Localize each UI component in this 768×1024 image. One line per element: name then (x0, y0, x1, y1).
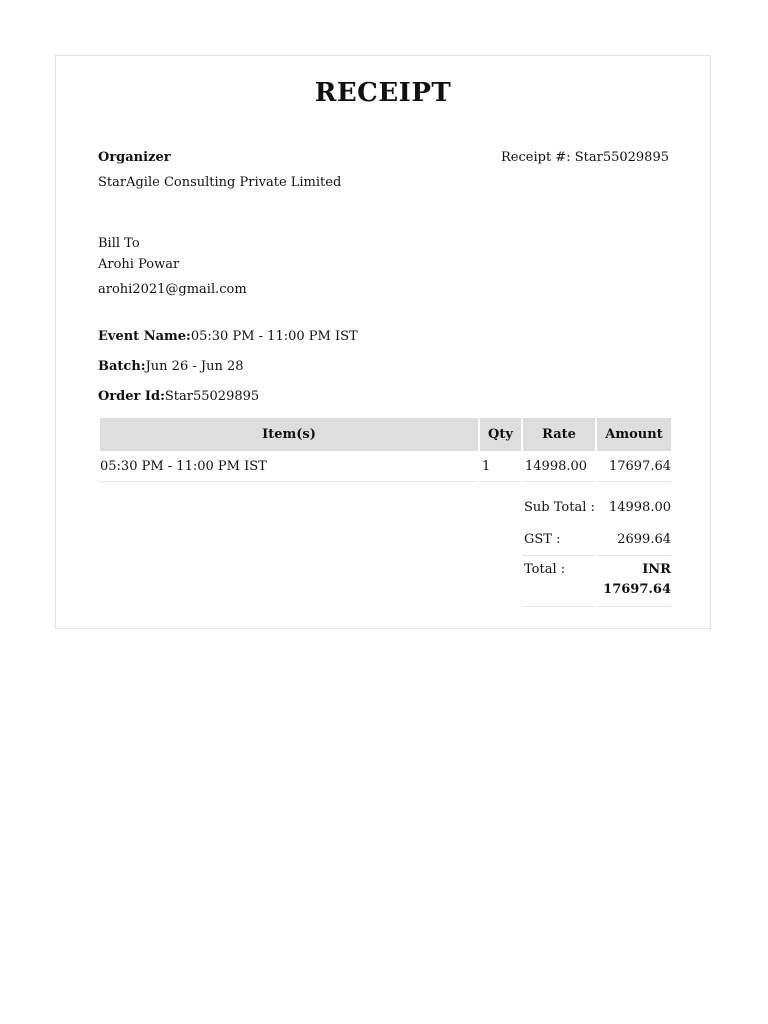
header-items: Item(s) (100, 418, 478, 451)
sub-total-label: Sub Total : (524, 500, 595, 515)
bill-to-label: Bill To (98, 236, 140, 251)
items-table (98, 418, 673, 482)
receipt-title: RECEIPT (314, 78, 452, 108)
total-amount: 17697.64 (603, 582, 671, 597)
batch-label: Batch: (98, 359, 146, 374)
sub-total-row (522, 492, 671, 523)
total-value (597, 556, 671, 607)
total-label: Total : (522, 556, 595, 607)
event-name-label: Event Name: (98, 329, 191, 344)
gst-row (522, 523, 671, 556)
row-rate: 14998.00 (523, 451, 595, 482)
total-currency: INR (642, 562, 671, 577)
header-amount: Amount (597, 418, 671, 451)
table-header-row (100, 418, 671, 451)
event-name-line (98, 329, 358, 344)
sub-total-value: 14998.00 (608, 500, 671, 515)
row-qty: 1 (480, 451, 521, 482)
event-name-value: 05:30 PM - 11:00 PM IST (190, 329, 358, 344)
table-row (100, 451, 671, 482)
receipt-page (55, 55, 711, 629)
organizer-label: Organizer (98, 150, 171, 165)
header-rate: Rate (523, 418, 595, 451)
receipt-number (501, 150, 669, 165)
row-amount: 17697.64 (597, 451, 671, 482)
gst-label: GST : (522, 523, 595, 556)
receipt-number-label: Receipt #: (501, 150, 571, 165)
customer-name: Arohi Powar (98, 257, 180, 272)
customer-email: arohi2021@gmail.com (98, 282, 247, 297)
batch-line (98, 359, 244, 374)
batch-value: Jun 26 - Jun 28 (145, 359, 244, 374)
order-id-label: Order Id: (98, 389, 165, 404)
order-id-value: Star55029895 (164, 389, 260, 404)
row-item: 05:30 PM - 11:00 PM IST (100, 451, 478, 482)
organizer-name: StarAgile Consulting Private Limited (98, 175, 342, 190)
order-id-line (98, 389, 259, 404)
totals-table (520, 492, 673, 607)
gst-value: 2699.64 (597, 523, 671, 556)
receipt-number-value: Star55029895 (574, 150, 669, 165)
header-qty: Qty (480, 418, 521, 451)
total-row (522, 556, 671, 607)
